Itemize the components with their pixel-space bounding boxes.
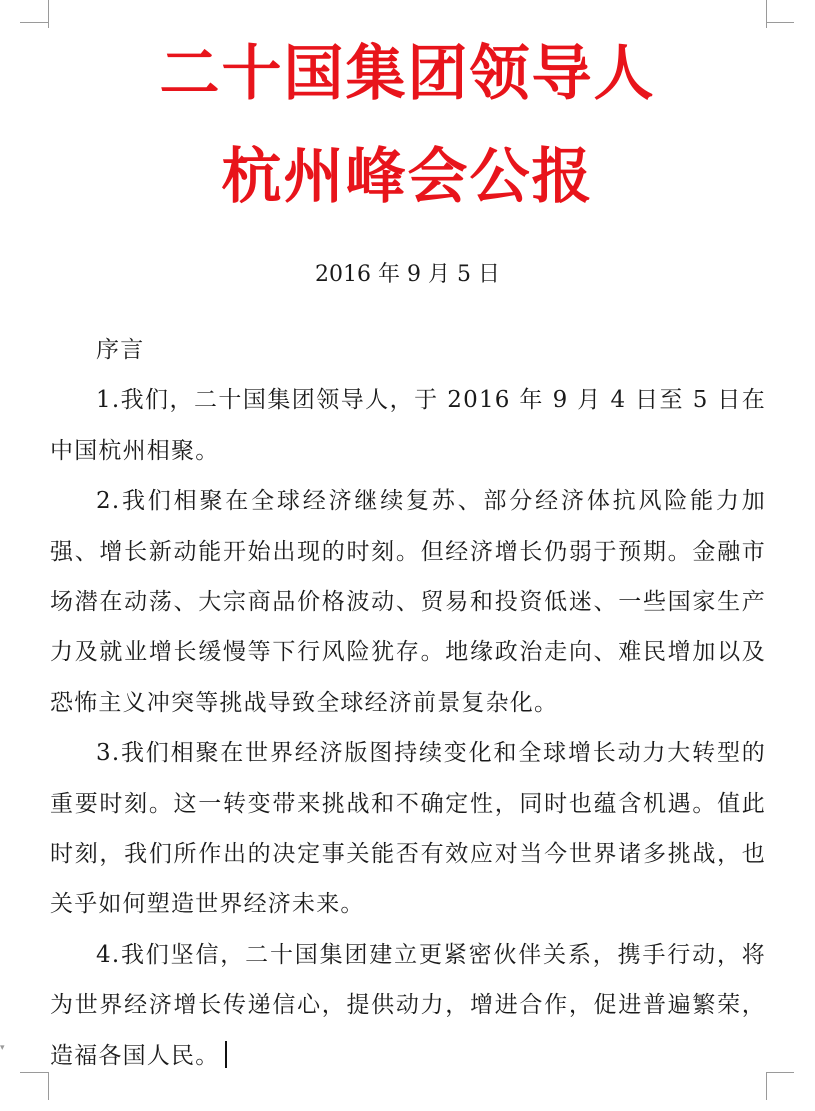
document-title-line-1: 二十国集团领导人 bbox=[159, 39, 656, 109]
crop-mark-bottom-left-v bbox=[48, 1072, 49, 1100]
crop-mark-top-left-v bbox=[48, 0, 49, 28]
crop-mark-bottom-right-h bbox=[766, 1072, 794, 1073]
paragraph-3: 3.我们相聚在世界经济版图持续变化和全球增长动力大转型的重要时刻。这一转变带来挑战和不确定性，同时也蕴含机遇。值此时刻，我们所作出的决定事关能否有效应对当今世界诸多挑战，也关乎如何塑造世界经济未来。 bbox=[50, 740, 766, 918]
paragraph-4-text: 4.我们坚信，二十国集团建立更紧密伙伴关系，携手行动，将为世界经济增长传递信心，提供动力，增进合作，促进普遍繁荣，造福各国人民。 bbox=[50, 941, 766, 1069]
paragraph-marker-icon: ▾ bbox=[0, 1043, 5, 1053]
text-cursor bbox=[225, 1041, 227, 1068]
paragraph-1: 1.我们，二十国集团领导人，于 2016 年 9 月 4 日至 5 日在中国杭州相聚。 bbox=[50, 387, 766, 464]
crop-mark-top-left-h bbox=[20, 22, 48, 23]
crop-mark-top-right-h bbox=[766, 22, 794, 23]
document-date: 2016 年 9 月 5 日 bbox=[315, 262, 500, 287]
paragraph-4 bbox=[50, 930, 766, 1081]
section-heading-preface: 序言 bbox=[96, 337, 145, 363]
crop-mark-top-right-v bbox=[766, 0, 767, 28]
document-title-line-2: 杭州峰会公报 bbox=[221, 142, 594, 212]
crop-mark-bottom-left-h bbox=[20, 1072, 48, 1073]
paragraph-2: 2.我们相聚在全球经济继续复苏、部分经济体抗风险能力加强、增长新动能开始出现的时刻。但经济增长仍弱于预期。金融市场潜在动荡、大宗商品价格波动、贸易和投资低迷、一些国家生产力及就业增长缓慢等下行风险犹存。地缘政治走向、难民增加以及恐怖主义冲突等挑战导致全球经济前景复杂化。 bbox=[50, 488, 766, 716]
document-body[interactable] bbox=[50, 325, 766, 1081]
crop-mark-bottom-right-v bbox=[766, 1072, 767, 1100]
